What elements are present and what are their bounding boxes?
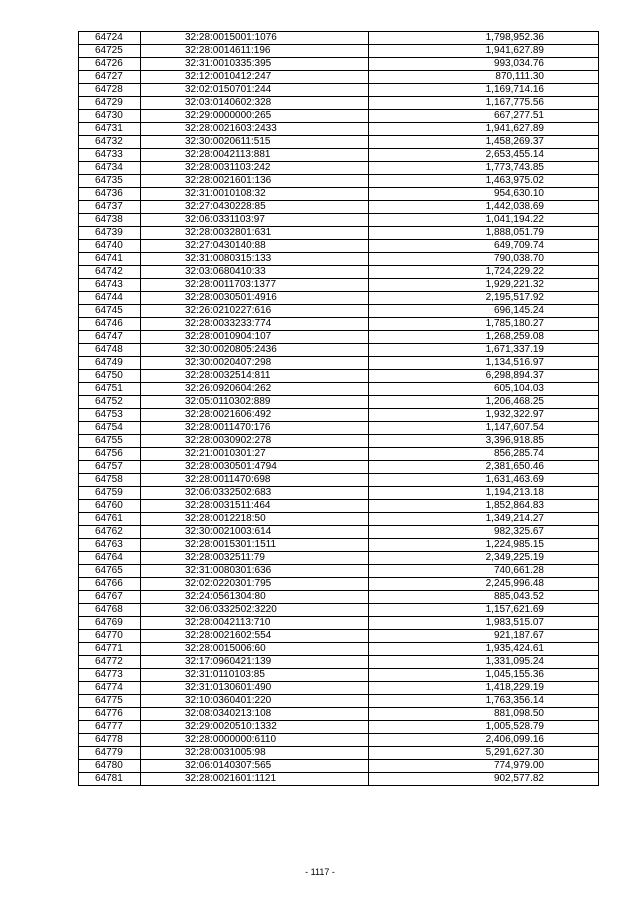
- amount-cell: 954,630.10: [369, 188, 599, 201]
- cadastral-number-cell: 32:28:0011470:176: [141, 422, 369, 435]
- row-number-cell: 64725: [79, 45, 141, 58]
- cadastral-number-cell: 32:28:0000000:6110: [141, 734, 369, 747]
- table-row: [79, 201, 599, 214]
- cadastral-number-cell: 32:31:0080315:133: [141, 253, 369, 266]
- row-number-cell: 64726: [79, 58, 141, 71]
- table-row: [79, 136, 599, 149]
- cadastral-number-cell: 32:28:0031511:464: [141, 500, 369, 513]
- cadastral-number-cell: 32:28:0042113:881: [141, 149, 369, 162]
- cadastral-number-cell: 32:10:0360401:220: [141, 695, 369, 708]
- amount-cell: 881,098.50: [369, 708, 599, 721]
- row-number-cell: 64754: [79, 422, 141, 435]
- cadastral-number-cell: 32:03:0680410:33: [141, 266, 369, 279]
- row-number-cell: 64757: [79, 461, 141, 474]
- amount-cell: 1,463,975.02: [369, 175, 599, 188]
- row-number-cell: 64747: [79, 331, 141, 344]
- table-row: [79, 45, 599, 58]
- table-row: [79, 149, 599, 162]
- table-row: [79, 526, 599, 539]
- amount-cell: 5,291,627.30: [369, 747, 599, 760]
- table-row: [79, 32, 599, 45]
- data-table: [78, 31, 599, 786]
- row-number-cell: 64746: [79, 318, 141, 331]
- amount-cell: 1,888,051.79: [369, 227, 599, 240]
- table-row: [79, 695, 599, 708]
- table-row: [79, 760, 599, 773]
- table-row: [79, 513, 599, 526]
- amount-cell: 1,147,607.54: [369, 422, 599, 435]
- cadastral-number-cell: 32:31:0130601:490: [141, 682, 369, 695]
- table-row: [79, 84, 599, 97]
- cadastral-number-cell: 32:28:0032511:79: [141, 552, 369, 565]
- row-number-cell: 64730: [79, 110, 141, 123]
- amount-cell: 1,224,985.15: [369, 539, 599, 552]
- table-row: [79, 422, 599, 435]
- row-number-cell: 64755: [79, 435, 141, 448]
- row-number-cell: 64767: [79, 591, 141, 604]
- table-row: [79, 643, 599, 656]
- cadastral-number-cell: 32:28:0030902:278: [141, 435, 369, 448]
- amount-cell: 1,631,463.69: [369, 474, 599, 487]
- table-row: [79, 318, 599, 331]
- cadastral-number-cell: 32:28:0012218:50: [141, 513, 369, 526]
- amount-cell: 774,979.00: [369, 760, 599, 773]
- row-number-cell: 64760: [79, 500, 141, 513]
- table-row: [79, 682, 599, 695]
- row-number-cell: 64738: [79, 214, 141, 227]
- table-row: [79, 188, 599, 201]
- cadastral-number-cell: 32:28:0015006:60: [141, 643, 369, 656]
- table-row: [79, 344, 599, 357]
- amount-cell: 1,418,229.19: [369, 682, 599, 695]
- row-number-cell: 64724: [79, 32, 141, 45]
- table-row: [79, 396, 599, 409]
- table-row: [79, 266, 599, 279]
- cadastral-number-cell: 32:29:0020510:1332: [141, 721, 369, 734]
- table-row: [79, 435, 599, 448]
- cadastral-number-cell: 32:28:0030501:4794: [141, 461, 369, 474]
- amount-cell: 1,932,322.97: [369, 409, 599, 422]
- amount-cell: 696,145.24: [369, 305, 599, 318]
- row-number-cell: 64764: [79, 552, 141, 565]
- amount-cell: 2,653,455.14: [369, 149, 599, 162]
- table-row: [79, 110, 599, 123]
- cadastral-number-cell: 32:28:0011470:698: [141, 474, 369, 487]
- cadastral-number-cell: 32:06:0140307:565: [141, 760, 369, 773]
- row-number-cell: 64735: [79, 175, 141, 188]
- amount-cell: 993,034.76: [369, 58, 599, 71]
- amount-cell: 1,041,194.22: [369, 214, 599, 227]
- row-number-cell: 64731: [79, 123, 141, 136]
- amount-cell: 982,325.67: [369, 526, 599, 539]
- amount-cell: 1,169,714.16: [369, 84, 599, 97]
- table-row: [79, 734, 599, 747]
- cadastral-number-cell: 32:28:0021601:1121: [141, 773, 369, 786]
- row-number-cell: 64743: [79, 279, 141, 292]
- table-row: [79, 773, 599, 786]
- cadastral-number-cell: 32:03:0140602:328: [141, 97, 369, 110]
- cadastral-number-cell: 32:28:0021602:554: [141, 630, 369, 643]
- amount-cell: 1,941,627.89: [369, 45, 599, 58]
- row-number-cell: 64766: [79, 578, 141, 591]
- amount-cell: 790,038.70: [369, 253, 599, 266]
- amount-cell: 1,045,155.36: [369, 669, 599, 682]
- amount-cell: 1,852,864.83: [369, 500, 599, 513]
- cadastral-number-cell: 32:28:0011703:1377: [141, 279, 369, 292]
- amount-cell: 1,268,259.08: [369, 331, 599, 344]
- row-number-cell: 64734: [79, 162, 141, 175]
- amount-cell: 1,458,269.37: [369, 136, 599, 149]
- table-row: [79, 357, 599, 370]
- cadastral-number-cell: 32:31:0110103:85: [141, 669, 369, 682]
- cadastral-number-cell: 32:27:0430140:88: [141, 240, 369, 253]
- table-row: [79, 552, 599, 565]
- row-number-cell: 64773: [79, 669, 141, 682]
- amount-cell: 2,349,225.19: [369, 552, 599, 565]
- amount-cell: 1,671,337.19: [369, 344, 599, 357]
- amount-cell: 1,442,038.69: [369, 201, 599, 214]
- cadastral-number-cell: 32:27:0430228:85: [141, 201, 369, 214]
- cadastral-number-cell: 32:30:0021003:614: [141, 526, 369, 539]
- amount-cell: 667,277.51: [369, 110, 599, 123]
- amount-cell: 2,195,517.92: [369, 292, 599, 305]
- table-row: [79, 97, 599, 110]
- amount-cell: 1,724,229.22: [369, 266, 599, 279]
- amount-cell: 2,245,996.48: [369, 578, 599, 591]
- cadastral-number-cell: 32:28:0015301:1511: [141, 539, 369, 552]
- row-number-cell: 64775: [79, 695, 141, 708]
- row-number-cell: 64727: [79, 71, 141, 84]
- table-row: [79, 747, 599, 760]
- amount-cell: 921,187.67: [369, 630, 599, 643]
- cadastral-number-cell: 32:28:0015001:1076: [141, 32, 369, 45]
- cadastral-number-cell: 32:30:0020611:515: [141, 136, 369, 149]
- cadastral-number-cell: 32:12:0010412:247: [141, 71, 369, 84]
- table-row: [79, 123, 599, 136]
- row-number-cell: 64771: [79, 643, 141, 656]
- cadastral-number-cell: 32:31:0010108:32: [141, 188, 369, 201]
- row-number-cell: 64739: [79, 227, 141, 240]
- row-number-cell: 64728: [79, 84, 141, 97]
- amount-cell: 1,206,468.25: [369, 396, 599, 409]
- cadastral-number-cell: 32:28:0032514:811: [141, 370, 369, 383]
- cadastral-number-cell: 32:28:0031005:98: [141, 747, 369, 760]
- table-row: [79, 383, 599, 396]
- table-row: [79, 617, 599, 630]
- table-row: [79, 591, 599, 604]
- cadastral-number-cell: 32:08:0340213:108: [141, 708, 369, 721]
- row-number-cell: 64753: [79, 409, 141, 422]
- cadastral-number-cell: 32:31:0080301:636: [141, 565, 369, 578]
- row-number-cell: 64774: [79, 682, 141, 695]
- cadastral-number-cell: 32:17:0960421:139: [141, 656, 369, 669]
- table-row: [79, 292, 599, 305]
- table-row: [79, 461, 599, 474]
- row-number-cell: 64781: [79, 773, 141, 786]
- amount-cell: 870,111.30: [369, 71, 599, 84]
- row-number-cell: 64769: [79, 617, 141, 630]
- cadastral-number-cell: 32:02:0150701:244: [141, 84, 369, 97]
- table-row: [79, 409, 599, 422]
- cadastral-number-cell: 32:28:0033233:774: [141, 318, 369, 331]
- table-row: [79, 162, 599, 175]
- cadastral-number-cell: 32:28:0021606:492: [141, 409, 369, 422]
- table-row: [79, 58, 599, 71]
- row-number-cell: 64768: [79, 604, 141, 617]
- amount-cell: 1,798,952.36: [369, 32, 599, 45]
- row-number-cell: 64741: [79, 253, 141, 266]
- table-row: [79, 240, 599, 253]
- amount-cell: 2,381,650.46: [369, 461, 599, 474]
- cadastral-number-cell: 32:02:0220301:795: [141, 578, 369, 591]
- row-number-cell: 64752: [79, 396, 141, 409]
- row-number-cell: 64737: [79, 201, 141, 214]
- amount-cell: 1,005,528.79: [369, 721, 599, 734]
- cadastral-number-cell: 32:30:0020407:298: [141, 357, 369, 370]
- row-number-cell: 64733: [79, 149, 141, 162]
- cadastral-number-cell: 32:28:0021601:136: [141, 175, 369, 188]
- row-number-cell: 64777: [79, 721, 141, 734]
- cadastral-number-cell: 32:31:0010335:395: [141, 58, 369, 71]
- row-number-cell: 64745: [79, 305, 141, 318]
- table-row: [79, 630, 599, 643]
- table-row: [79, 71, 599, 84]
- amount-cell: 1,773,743.85: [369, 162, 599, 175]
- row-number-cell: 64729: [79, 97, 141, 110]
- amount-cell: 1,167,775.56: [369, 97, 599, 110]
- amount-cell: 1,331,095.24: [369, 656, 599, 669]
- row-number-cell: 64748: [79, 344, 141, 357]
- row-number-cell: 64763: [79, 539, 141, 552]
- table-row: [79, 175, 599, 188]
- amount-cell: 1,134,516.97: [369, 357, 599, 370]
- cadastral-number-cell: 32:28:0042113:710: [141, 617, 369, 630]
- table-row: [79, 227, 599, 240]
- cadastral-number-cell: 32:06:0332502:683: [141, 487, 369, 500]
- amount-cell: 2,406,099.16: [369, 734, 599, 747]
- cadastral-number-cell: 32:30:0020805:2436: [141, 344, 369, 357]
- row-number-cell: 64770: [79, 630, 141, 643]
- cadastral-number-cell: 32:26:0920604:262: [141, 383, 369, 396]
- cadastral-number-cell: 32:28:0032801:631: [141, 227, 369, 240]
- table-row: [79, 669, 599, 682]
- row-number-cell: 64750: [79, 370, 141, 383]
- cadastral-number-cell: 32:24:0561304:80: [141, 591, 369, 604]
- amount-cell: 1,935,424.61: [369, 643, 599, 656]
- cadastral-number-cell: 32:28:0021603:2433: [141, 123, 369, 136]
- row-number-cell: 64761: [79, 513, 141, 526]
- row-number-cell: 64749: [79, 357, 141, 370]
- amount-cell: 1,157,621.69: [369, 604, 599, 617]
- amount-cell: 1,349,214.27: [369, 513, 599, 526]
- amount-cell: 1,194,213.18: [369, 487, 599, 500]
- row-number-cell: 64742: [79, 266, 141, 279]
- table-row: [79, 578, 599, 591]
- amount-cell: 856,285.74: [369, 448, 599, 461]
- amount-cell: 605,104.03: [369, 383, 599, 396]
- table-row: [79, 474, 599, 487]
- amount-cell: 1,763,356.14: [369, 695, 599, 708]
- amount-cell: 1,983,515.07: [369, 617, 599, 630]
- row-number-cell: 64778: [79, 734, 141, 747]
- amount-cell: 1,785,180.27: [369, 318, 599, 331]
- cadastral-number-cell: 32:26:0210227:616: [141, 305, 369, 318]
- table-body: [79, 32, 599, 786]
- table-row: [79, 214, 599, 227]
- row-number-cell: 64744: [79, 292, 141, 305]
- table-row: [79, 500, 599, 513]
- cadastral-number-cell: 32:05:0110302:889: [141, 396, 369, 409]
- row-number-cell: 64779: [79, 747, 141, 760]
- table-row: [79, 487, 599, 500]
- amount-cell: 902,577.82: [369, 773, 599, 786]
- amount-cell: 1,941,627.89: [369, 123, 599, 136]
- row-number-cell: 64759: [79, 487, 141, 500]
- cadastral-number-cell: 32:28:0030501:4916: [141, 292, 369, 305]
- table-row: [79, 305, 599, 318]
- cadastral-number-cell: 32:28:0014611:196: [141, 45, 369, 58]
- table-row: [79, 708, 599, 721]
- table-row: [79, 279, 599, 292]
- table-row: [79, 539, 599, 552]
- row-number-cell: 64732: [79, 136, 141, 149]
- row-number-cell: 64758: [79, 474, 141, 487]
- table-row: [79, 604, 599, 617]
- cadastral-number-cell: 32:29:0000000:265: [141, 110, 369, 123]
- cadastral-number-cell: 32:06:0332502:3220: [141, 604, 369, 617]
- row-number-cell: 64740: [79, 240, 141, 253]
- row-number-cell: 64751: [79, 383, 141, 396]
- amount-cell: 3,396,918.85: [369, 435, 599, 448]
- table-row: [79, 253, 599, 266]
- row-number-cell: 64765: [79, 565, 141, 578]
- row-number-cell: 64756: [79, 448, 141, 461]
- row-number-cell: 64762: [79, 526, 141, 539]
- table-row: [79, 370, 599, 383]
- row-number-cell: 64776: [79, 708, 141, 721]
- row-number-cell: 64772: [79, 656, 141, 669]
- table-row: [79, 448, 599, 461]
- cadastral-number-cell: 32:28:0031103:242: [141, 162, 369, 175]
- cadastral-number-cell: 32:21:0010301:27: [141, 448, 369, 461]
- amount-cell: 6,298,894.37: [369, 370, 599, 383]
- table-row: [79, 565, 599, 578]
- amount-cell: 649,709.74: [369, 240, 599, 253]
- table-row: [79, 721, 599, 734]
- row-number-cell: 64736: [79, 188, 141, 201]
- page-number: - 1117 -: [305, 867, 335, 877]
- amount-cell: 740,661.28: [369, 565, 599, 578]
- table-row: [79, 656, 599, 669]
- cadastral-number-cell: 32:06:0331103:97: [141, 214, 369, 227]
- amount-cell: 885,043.52: [369, 591, 599, 604]
- table-row: [79, 331, 599, 344]
- row-number-cell: 64780: [79, 760, 141, 773]
- amount-cell: 1,929,221.32: [369, 279, 599, 292]
- cadastral-number-cell: 32:28:0010904:107: [141, 331, 369, 344]
